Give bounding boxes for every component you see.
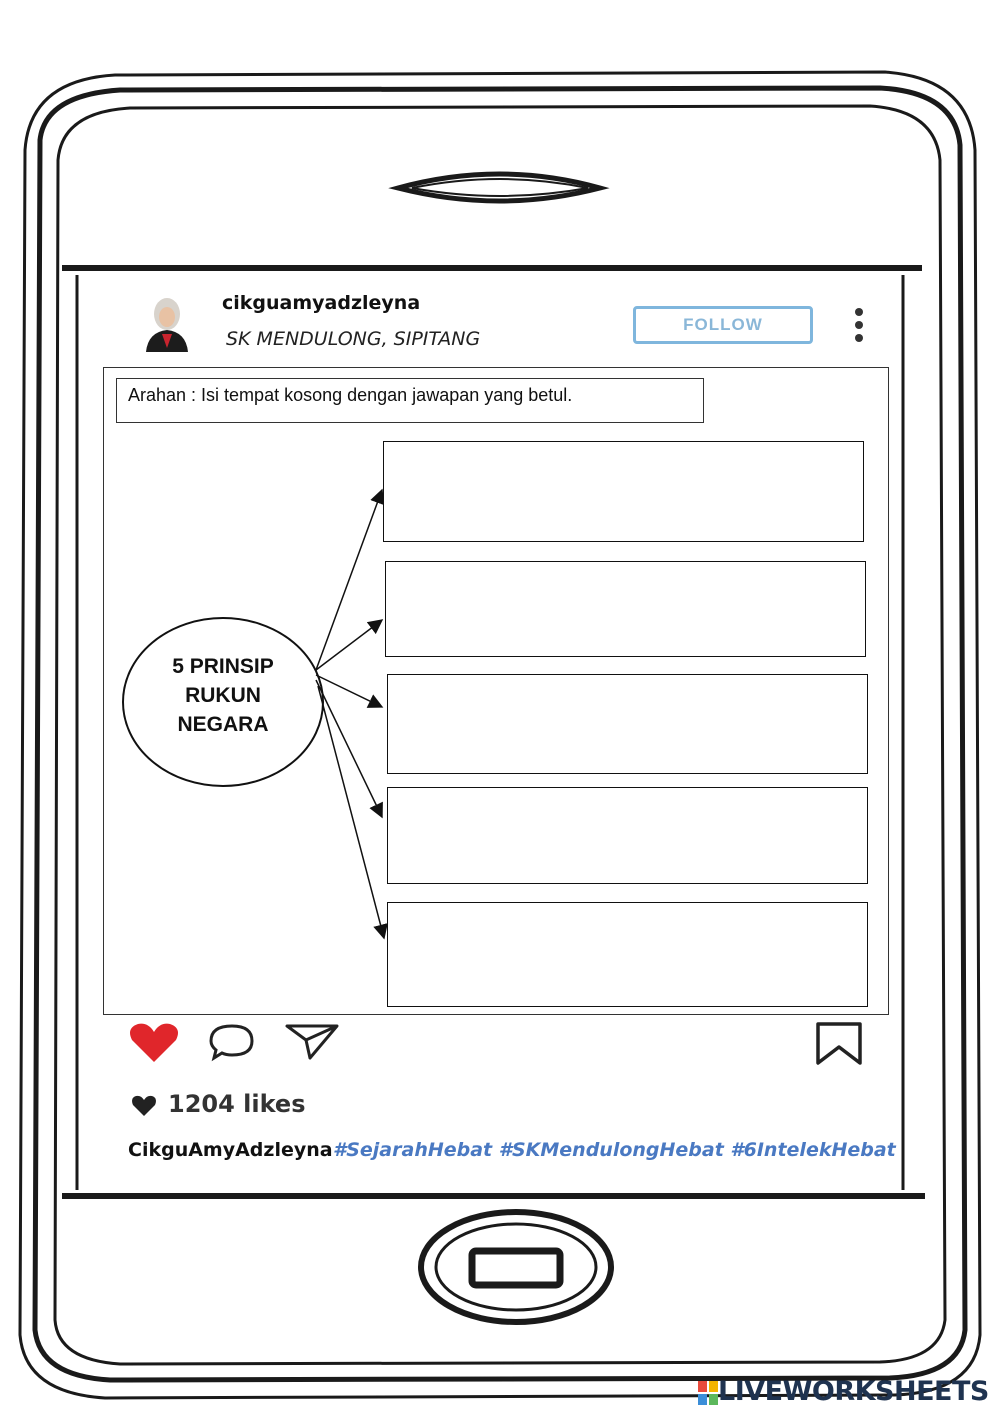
comment-icon[interactable]: [208, 1022, 256, 1062]
answer-box-4[interactable]: [387, 787, 868, 884]
username[interactable]: cikguamyadzleyna: [222, 292, 421, 314]
follow-button[interactable]: FOLLOW: [633, 306, 813, 344]
location[interactable]: SK MENDULONG, SIPITANG: [226, 328, 481, 350]
center-label: [140, 652, 306, 739]
likes-count[interactable]: 1204 likes: [168, 1090, 306, 1118]
bookmark-icon[interactable]: [814, 1022, 864, 1066]
answer-box-5[interactable]: [387, 902, 868, 1007]
answer-box-3[interactable]: [387, 674, 868, 774]
arrow-1: [316, 490, 382, 670]
arrow-4: [316, 680, 382, 817]
answer-box-1[interactable]: [383, 441, 864, 542]
liveworksheets-logo-icon: [698, 1381, 718, 1405]
center-line-2: RUKUN: [185, 684, 261, 707]
arrow-5: [318, 686, 384, 938]
likes-heart-icon: [131, 1095, 157, 1117]
instruction-box: Arahan : Isi tempat kosong dengan jawapan yang betul.: [116, 378, 704, 423]
center-line-3: NEGARA: [177, 713, 269, 736]
caption-hashtags[interactable]: #SejarahHebat #SKMendulongHebat #6IntelekHebat: [333, 1139, 896, 1161]
share-icon[interactable]: [284, 1022, 340, 1062]
caption-username[interactable]: CikguAmyAdzleyna: [128, 1139, 333, 1161]
answer-box-2[interactable]: [385, 561, 866, 657]
center-line-1: 5 PRINSIP: [172, 655, 274, 678]
brand-name[interactable]: LIVEWORKSHEETS: [718, 1376, 989, 1407]
heart-icon[interactable]: [128, 1022, 180, 1064]
